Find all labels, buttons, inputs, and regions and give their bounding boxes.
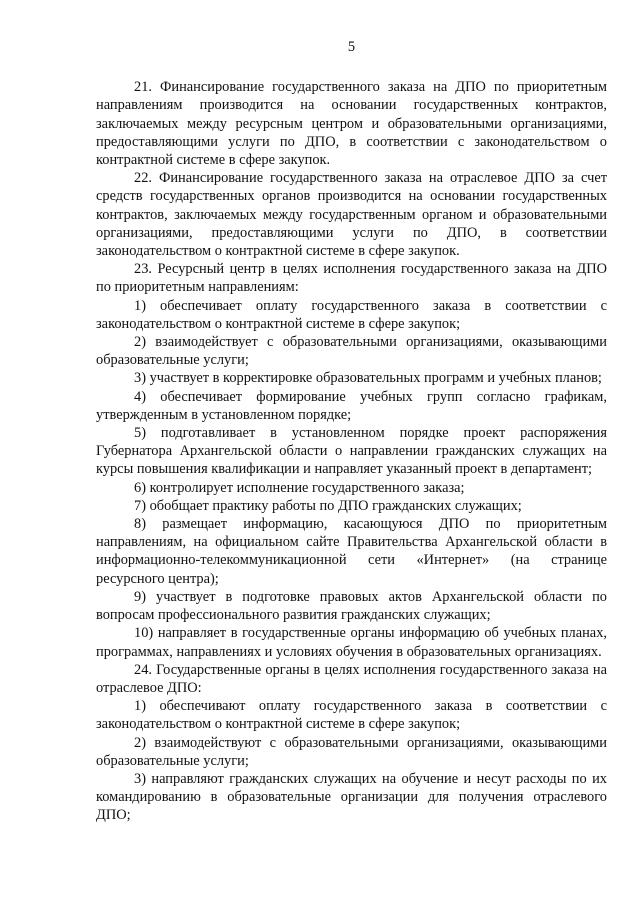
- list-item: 4) обеспечивает формирование учебных групп согласно графикам, утвержденным в установленном порядке;: [96, 388, 607, 423]
- paragraph-23: 23. Ресурсный центр в целях исполнения государственного заказа на ДПО по приоритетным направлениям:: [96, 261, 607, 296]
- list-item: 5) подготавливает в установленном порядке проект распоряжения Губернатора Архангельской области о направлении гражданских служащих на курсы повышения квалификации и направляет указанный проект в департамент;: [96, 425, 607, 478]
- list-item: 2) взаимодействует с образовательными организациями, оказывающими образовательные услуги;: [96, 334, 607, 369]
- list-item: 2) взаимодействуют с образовательными организациями, оказывающими образовательные услуги;: [96, 734, 607, 769]
- list-item: 8) размещает информацию, касающуюся ДПО по приоритетным направлениям, на официальном сайте Правительства Архангельской области в информационно-телекоммуникационной сети «Интернет» (на странице ресурсного центра);: [96, 516, 607, 587]
- list-item: 7) обобщает практику работы по ДПО гражданских служащих;: [134, 497, 522, 514]
- paragraph-24: 24. Государственные органы в целях исполнения государственного заказа на отраслевое ДПО:: [96, 661, 607, 696]
- document-body: [96, 78, 607, 824]
- list-item: 1) обеспечивает оплату государственного заказа в соответствии с законодательством о контрактной системе в сфере закупок;: [96, 297, 607, 332]
- list-item: 9) участвует в подготовке правовых актов Архангельской области по вопросам профессионального развития гражданских служащих;: [96, 588, 607, 624]
- list-item: 3) направляют гражданских служащих на обучение и несут расходы по их командированию в образовательные организации для получения отраслевого ДПО;: [96, 770, 607, 824]
- page-number: 5: [347, 39, 356, 55]
- paragraph-22: 22. Финансирование государственного заказа на отраслевое ДПО за счет средств государственных органов производится на основании государственных контрактов, заключаемых между государственным органом и образовательными организациями, предоставляющими услуги по ДПО, в соответствии законодательством о контрактной системе в сфере закупок.: [96, 170, 607, 260]
- list-item: 3) участвует в корректировке образовательных программ и учебных планов;: [134, 370, 602, 387]
- list-item: 1) обеспечивают оплату государственного заказа в соответствии с законодательством о контрактной системе в сфере закупок;: [96, 698, 607, 733]
- list-item: 6) контролирует исполнение государственного заказа;: [134, 479, 465, 496]
- paragraph-21: 21. Финансирование государственного заказа на ДПО по приоритетным направлениям производится на основании государственных контрактов, заключаемых между ресурсным центром и образовательными организациями, предоставляющими услуги по ДПО, в соответствии с законодательством о контрактной системе в сфере закупок.: [96, 79, 607, 169]
- list-item: 10) направляет в государственные органы информацию об учебных планах, программах, направлениях и условиях обучения в образовательных организациях.: [96, 625, 607, 660]
